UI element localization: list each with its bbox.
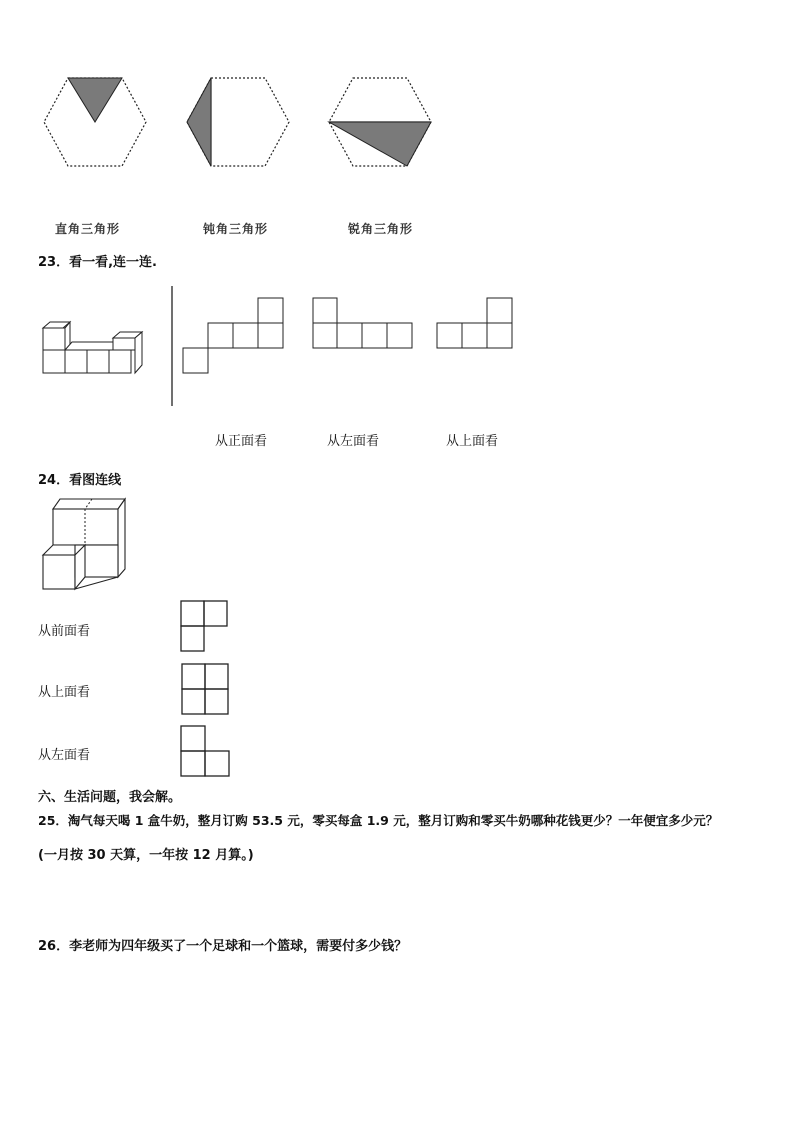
question-25-note: (一月按 30 天算，一年按 12 月算。)	[38, 848, 254, 863]
q24-label-left: 从左面看	[38, 748, 91, 763]
shaded-acute-triangle	[329, 122, 431, 166]
q24-option-shape-2	[180, 662, 232, 718]
q23-cube-solid	[40, 320, 160, 380]
q24-label-front: 从前面看	[38, 624, 91, 639]
section-6-title: 六、生活问题，我会解。	[38, 790, 182, 805]
hexagon-label-right: 直角三角形	[55, 222, 121, 236]
q23-view-label-left: 从左面看	[327, 434, 380, 449]
q24-option-shape-1	[180, 600, 230, 654]
q23-view-shape-2	[312, 297, 415, 351]
q24-block-solid	[40, 497, 132, 593]
q23-view-label-top: 从上面看	[446, 434, 499, 449]
shaded-obtuse-triangle	[187, 78, 211, 166]
question-24-title: 24．看图连线	[38, 473, 122, 488]
q23-view-shape-1	[183, 297, 285, 375]
hexagon-acute-triangle-figure	[325, 75, 435, 170]
q23-view-shape-3	[436, 297, 514, 351]
hexagon-right-triangle-figure	[40, 75, 150, 170]
question-26-text: 26．李老师为四年级买了一个足球和一个篮球，需要付多少钱？	[38, 939, 408, 954]
question-23-title: 23．看一看,连一连.	[38, 255, 157, 270]
shaded-right-triangle	[68, 78, 122, 122]
q23-divider-line	[170, 286, 174, 408]
q23-view-label-front: 从正面看	[215, 434, 268, 449]
q24-label-top: 从上面看	[38, 685, 91, 700]
question-25-text: 25．淘气每天喝 1 盒牛奶，整月订购 53.5 元，零买每盒 1.9 元，整月订购和零买牛奶哪种花钱更少？一年便宜多少元？	[38, 813, 719, 828]
hexagon-label-acute: 锐角三角形	[348, 222, 414, 236]
q24-option-shape-3	[180, 725, 232, 779]
hexagon-obtuse-triangle-figure	[183, 75, 293, 170]
hexagon-label-obtuse: 钝角三角形	[203, 222, 269, 236]
